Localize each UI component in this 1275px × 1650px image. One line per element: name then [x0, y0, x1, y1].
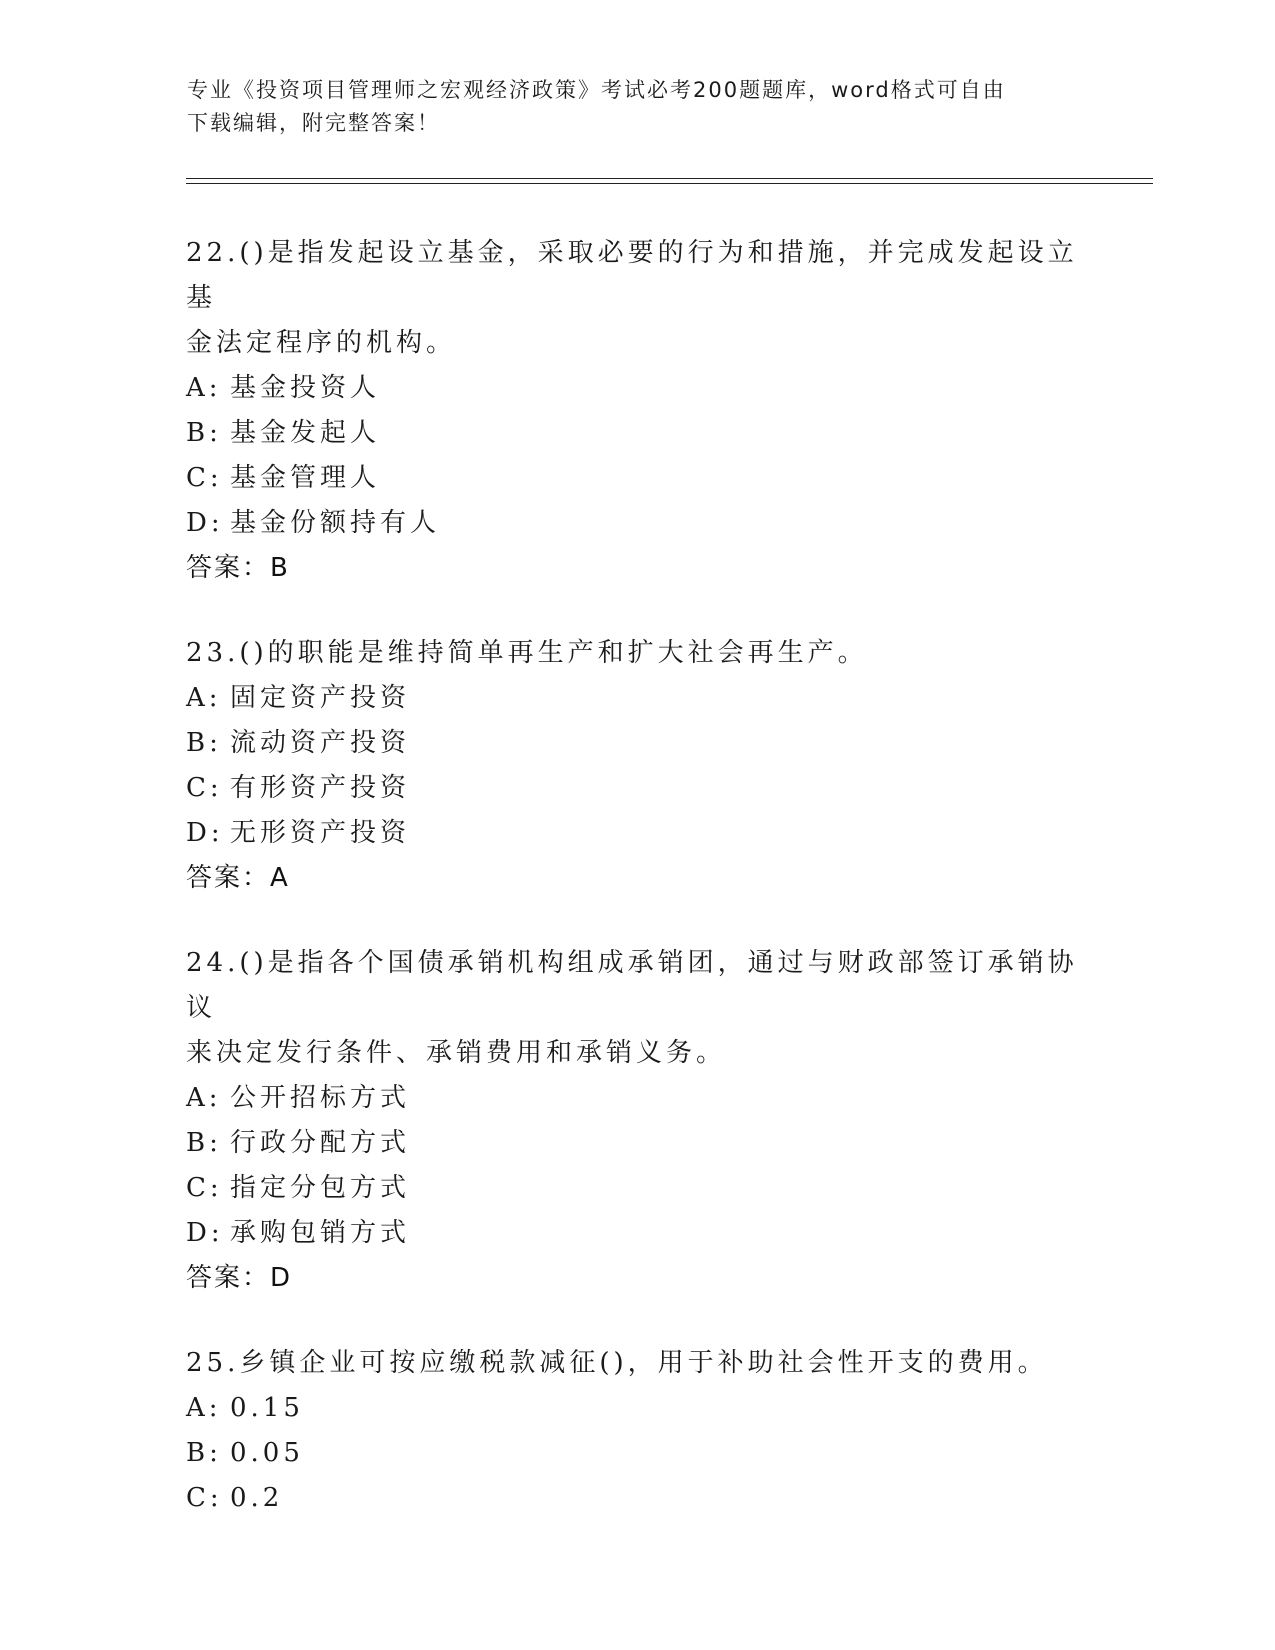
- option-a: [186, 676, 1086, 721]
- option-b: [186, 411, 1086, 456]
- option-key: D:: [186, 1218, 224, 1248]
- option-key: C:: [186, 463, 223, 493]
- option-key: A:: [186, 1393, 222, 1423]
- question-25: [186, 1341, 1086, 1521]
- option-text: 基金发起人: [230, 418, 381, 448]
- option-text: 指定分包方式: [230, 1173, 411, 1203]
- question-stem: 23.()的职能是维持简单再生产和扩大社会再生产。: [186, 638, 868, 668]
- option-a: [186, 1386, 1086, 1431]
- option-text: 基金份额持有人: [230, 508, 441, 538]
- page-header: [187, 74, 1067, 140]
- option-c: [186, 1476, 1086, 1521]
- question-stem: 24.()是指各个国债承销机构组成承销团，通过与财政部签订承销协议: [186, 948, 1078, 1023]
- option-key: C:: [186, 1173, 223, 1203]
- option-text: 承购包销方式: [230, 1218, 411, 1248]
- option-key: A:: [186, 1083, 222, 1113]
- question-stem: 22.()是指发起设立基金，采取必要的行为和措施，并完成发起设立基: [186, 238, 1078, 313]
- option-text: 固定资产投资: [230, 683, 411, 713]
- question-stem-continued: 金法定程序的机构。: [186, 328, 457, 358]
- question-stem-continued: 来决定发行条件、承销费用和承销义务。: [186, 1038, 727, 1068]
- option-text: 0.05: [230, 1438, 304, 1468]
- option-d: [186, 811, 1086, 856]
- option-key: A:: [186, 683, 222, 713]
- header-divider: [186, 178, 1153, 184]
- option-text: 无形资产投资: [230, 818, 411, 848]
- option-b: [186, 1121, 1086, 1166]
- option-text: 基金管理人: [230, 463, 381, 493]
- option-d: [186, 1211, 1086, 1256]
- option-text: 0.15: [230, 1393, 304, 1423]
- option-text: 0.2: [230, 1483, 284, 1513]
- option-key: B:: [186, 1438, 222, 1468]
- option-text: 有形资产投资: [230, 773, 411, 803]
- option-key: B:: [186, 728, 222, 758]
- option-key: A:: [186, 373, 222, 403]
- question-23: [186, 631, 1086, 901]
- option-c: [186, 456, 1086, 501]
- option-a: [186, 366, 1086, 411]
- option-text: 公开招标方式: [230, 1083, 411, 1113]
- option-c: [186, 766, 1086, 811]
- option-c: [186, 1166, 1086, 1211]
- header-line-2: 下载编辑，附完整答案！: [187, 111, 440, 135]
- option-key: C:: [186, 773, 223, 803]
- answer-line: 答案：B: [186, 553, 290, 583]
- option-text: 行政分配方式: [230, 1128, 411, 1158]
- option-b: [186, 721, 1086, 766]
- answer-line: 答案：D: [186, 1263, 293, 1293]
- question-list: [186, 231, 1086, 1561]
- option-key: C:: [186, 1483, 223, 1513]
- option-key: D:: [186, 818, 224, 848]
- question-22: [186, 231, 1086, 591]
- option-key: B:: [186, 418, 222, 448]
- option-b: [186, 1431, 1086, 1476]
- option-a: [186, 1076, 1086, 1121]
- option-text: 基金投资人: [230, 373, 381, 403]
- answer-line: 答案：A: [186, 863, 290, 893]
- option-key: D:: [186, 508, 224, 538]
- option-d: [186, 501, 1086, 546]
- option-key: B:: [186, 1128, 222, 1158]
- header-line-1: 专业《投资项目管理师之宏观经济政策》考试必考200题题库，word格式可自由: [187, 78, 1006, 102]
- option-text: 流动资产投资: [230, 728, 411, 758]
- question-stem: 25.乡镇企业可按应缴税款减征()，用于补助社会性开支的费用。: [186, 1348, 1048, 1378]
- question-24: [186, 941, 1086, 1301]
